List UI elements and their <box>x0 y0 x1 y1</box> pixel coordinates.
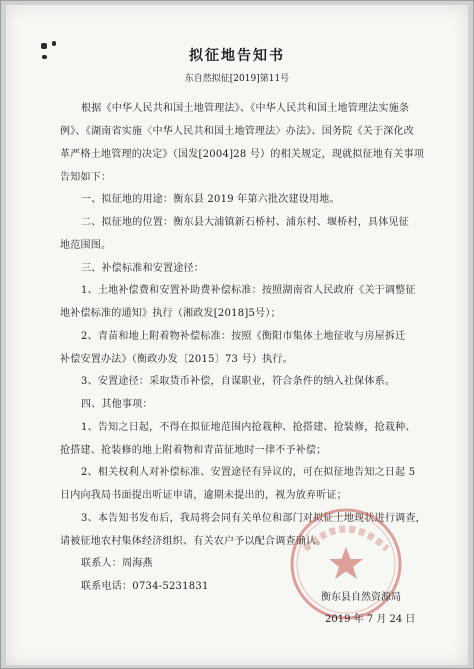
contact-phone: 联系电话：0734-5231831 <box>81 581 209 592</box>
body-line: 请被征地农村集体经济组织、有关农户予以配合调查确认。 <box>60 536 327 547</box>
section-heading: 四、其他事项： <box>81 399 153 410</box>
issue-date: 2019 年 7 月 24 日 <box>325 614 416 625</box>
document-title: 拟征地告知书 <box>189 48 285 64</box>
official-seal <box>287 505 405 623</box>
section-heading: 一、拟征地的用途：衡东县 2019 年第六批次建设用地。 <box>81 194 340 205</box>
issuer-name: 衡东县自然资源局 <box>321 592 401 603</box>
document-page <box>6 5 468 665</box>
list-item: 1、告知之日起，不得在拟征地范围内抢栽种、抢搭建、抢装修，抢栽种、 <box>81 422 416 433</box>
list-item: 3、本告知书发布后，我局将会同有关单位和部门对拟征土地现状进行调查， <box>81 513 426 524</box>
seal-lettering-mark <box>305 529 387 549</box>
list-item: 2、相关权利人对补偿标准、安置途径有异议的，可在拟征地告知之日起 5 <box>81 467 416 478</box>
contact-person: 联系人：周海燕 <box>81 558 153 569</box>
body-line: 根据《中华人民共和国土地管理法》、《中华人民共和国土地管理法实施条 <box>81 103 410 114</box>
body-line: 告知如下： <box>60 172 112 183</box>
list-item: 3、安置途径：采取货币补偿，自谋职业，符合条件的纳入社保体系。 <box>81 376 396 387</box>
body-line: 例》、《湖南省实施〈中华人民共和国土地管理法〉办法》、国务院《关于深化改 <box>60 126 414 137</box>
body-line: 革严格土地管理的决定》（国发[2004]28 号）的相关规定，现就拟征地有关事项 <box>60 149 425 160</box>
document-number: 东自然拟征[2019]第11号 <box>184 74 290 84</box>
body-line: 地范围图。 <box>60 240 112 251</box>
seal-star <box>329 547 363 579</box>
list-item: 2、青苗和地上附着物补偿标准：按照《衡阳市集体土地征收与房屋拆迁 <box>81 331 406 342</box>
body-line: 日内向我局书面提出听证申请，逾期未提出的，视为放弃听证； <box>60 490 347 501</box>
body-line: 补偿安置办法》（衡政办发〔2015〕73 号）执行。 <box>60 354 293 365</box>
body-line: 地补偿标准的通知》执行（湘政发[2018]5号）； <box>60 308 281 319</box>
body-line: 抢搭建、抢装修的地上附着物和青苗征地时一律不予补偿； <box>60 445 327 456</box>
section-heading: 二、拟征地的位置：衡东县大浦镇新石桥村、浦东村、堰桥村，具体见征 <box>81 217 409 228</box>
section-heading: 三、补偿标准和安置途径： <box>81 263 204 274</box>
list-item: 1、土地补偿费和安置补助费补偿标准：按照湖南省人民政府《关于调整征 <box>81 285 416 296</box>
